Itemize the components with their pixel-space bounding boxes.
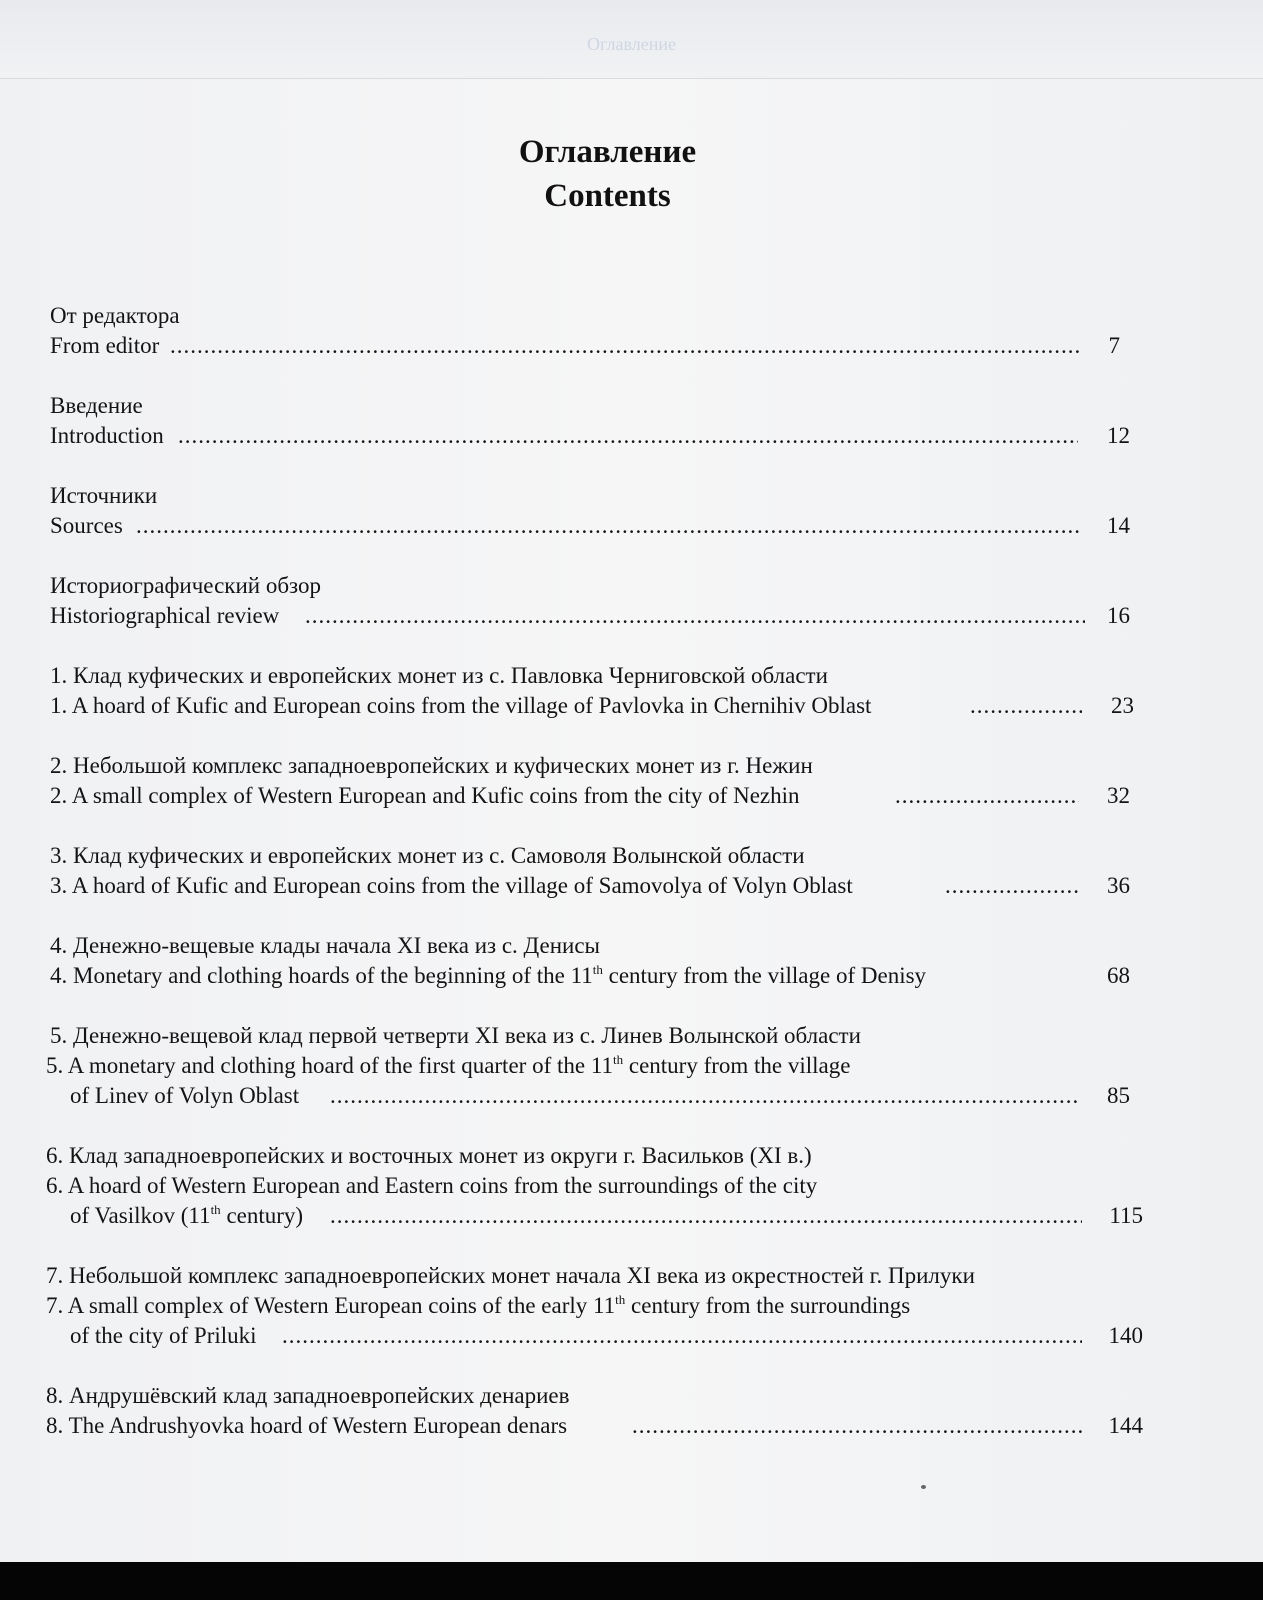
toc-entry-title-en-line2: of Linev of Volyn Oblast — [70, 1083, 300, 1108]
toc-page-number: 12 — [1107, 423, 1130, 448]
toc-leader-dots — [178, 422, 1078, 450]
toc-entry-title-ru: 4. Денежно-вещевые клады начала XI века из с. Денисы — [50, 933, 601, 958]
toc-entry-title-ru: 8. Андрушёвский клад западноевропейских денариев — [46, 1383, 570, 1408]
toc-entry-title-ru: От редактора — [50, 303, 180, 328]
toc-entry-title-en-line1: 7. A small complex of Western European coins of the early 11th century from the surroundings — [46, 1292, 911, 1318]
toc-page-number: 36 — [1107, 873, 1130, 898]
toc-entry-title-en: Introduction — [50, 423, 164, 448]
toc-page-number: 23 — [1111, 693, 1134, 718]
toc-leader-dots — [330, 1202, 1082, 1230]
toc-page-number: 32 — [1107, 783, 1130, 808]
scan-bottom-edge — [0, 1562, 1263, 1600]
toc-page-number: 115 — [1109, 1203, 1143, 1228]
toc-leader-dots — [970, 692, 1082, 720]
toc-entry-title-en: 4. Monetary and clothing hoards of the beginning of the 11th century from the village of Denisy — [50, 962, 927, 988]
toc-leader-dots — [305, 602, 1085, 630]
toc-page-number: 140 — [1108, 1323, 1143, 1348]
toc-entry-title-ru: 6. Клад западноевропейских и восточных монет из округи г. Васильков (XI в.) — [46, 1143, 812, 1168]
toc-entry-title-ru: 5. Денежно-вещевой клад первой четверти XI века из с. Линев Волынской области — [50, 1023, 861, 1048]
toc-leader-dots — [895, 782, 1079, 810]
toc-page-number: 68 — [1107, 963, 1130, 988]
toc-page-number: 7 — [1108, 333, 1120, 358]
toc-leader-dots — [136, 512, 1080, 540]
toc-entry-title-ru: Источники — [50, 483, 158, 508]
toc-entry-title-ru: 7. Небольшой комплекс западноевропейских монет начала XI века из окрестностей г. Прилуки — [46, 1263, 975, 1288]
toc-page-number: 85 — [1107, 1083, 1130, 1108]
toc-page-number: 16 — [1107, 603, 1130, 628]
toc-leader-dots — [945, 872, 1080, 900]
toc-entry-title-ru: Введение — [50, 393, 143, 418]
toc-entry-title-en: From editor — [50, 333, 160, 358]
contents-title-ru: Оглавление — [518, 134, 697, 170]
toc-entry-title-en-line1: 5. A monetary and clothing hoard of the first quarter of the 11th century from the village — [46, 1052, 851, 1078]
toc-leader-dots — [330, 1082, 1080, 1110]
toc-page-number: 144 — [1108, 1413, 1143, 1438]
toc-entry-title-en: 2. A small complex of Western European and Kufic coins from the city of Nezhin — [50, 783, 800, 808]
toc-entry-title-en: Sources — [50, 513, 123, 538]
toc-page-number: 14 — [1107, 513, 1130, 538]
page-top-edge — [0, 0, 1263, 79]
toc-entry-title-en: 3. A hoard of Kufic and European coins from the village of Samovolya of Volyn Oblast — [50, 873, 853, 898]
toc-entry-title-en: Historiographical review — [50, 603, 280, 628]
toc-leader-dots — [170, 332, 1080, 360]
toc-entry-title-en-line2: of the city of Priluki — [70, 1323, 257, 1348]
toc-leader-dots — [632, 1412, 1082, 1440]
toc-entry-title-ru: 3. Клад куфических и европейских монет из с. Самоволя Волынской области — [50, 843, 805, 868]
toc-entry-title-en: 1. A hoard of Kufic and European coins from the village of Pavlovka in Chernihiv Oblast — [50, 693, 872, 718]
toc-entry-title-ru: Историографический обзор — [50, 573, 321, 598]
toc-entry-title-en: 8. The Andrushyovka hoard of Western European denars — [46, 1413, 568, 1438]
scan-speck — [921, 1485, 926, 1489]
contents-title-en: Contents — [544, 178, 671, 214]
toc-leader-dots — [282, 1322, 1082, 1350]
toc-entry-title-en-line1: 6. A hoard of Western European and Eastern coins from the surroundings of the city — [46, 1173, 818, 1198]
toc-entry-title-en-line2: of Vasilkov (11th century) — [70, 1202, 304, 1228]
toc-entry-title-ru: 2. Небольшой комплекс западноевропейских и куфических монет из г. Нежин — [50, 753, 813, 778]
toc-entry-title-ru: 1. Клад куфических и европейских монет из с. Павловка Черниговской области — [50, 663, 828, 688]
running-header: Оглавление — [587, 34, 676, 54]
